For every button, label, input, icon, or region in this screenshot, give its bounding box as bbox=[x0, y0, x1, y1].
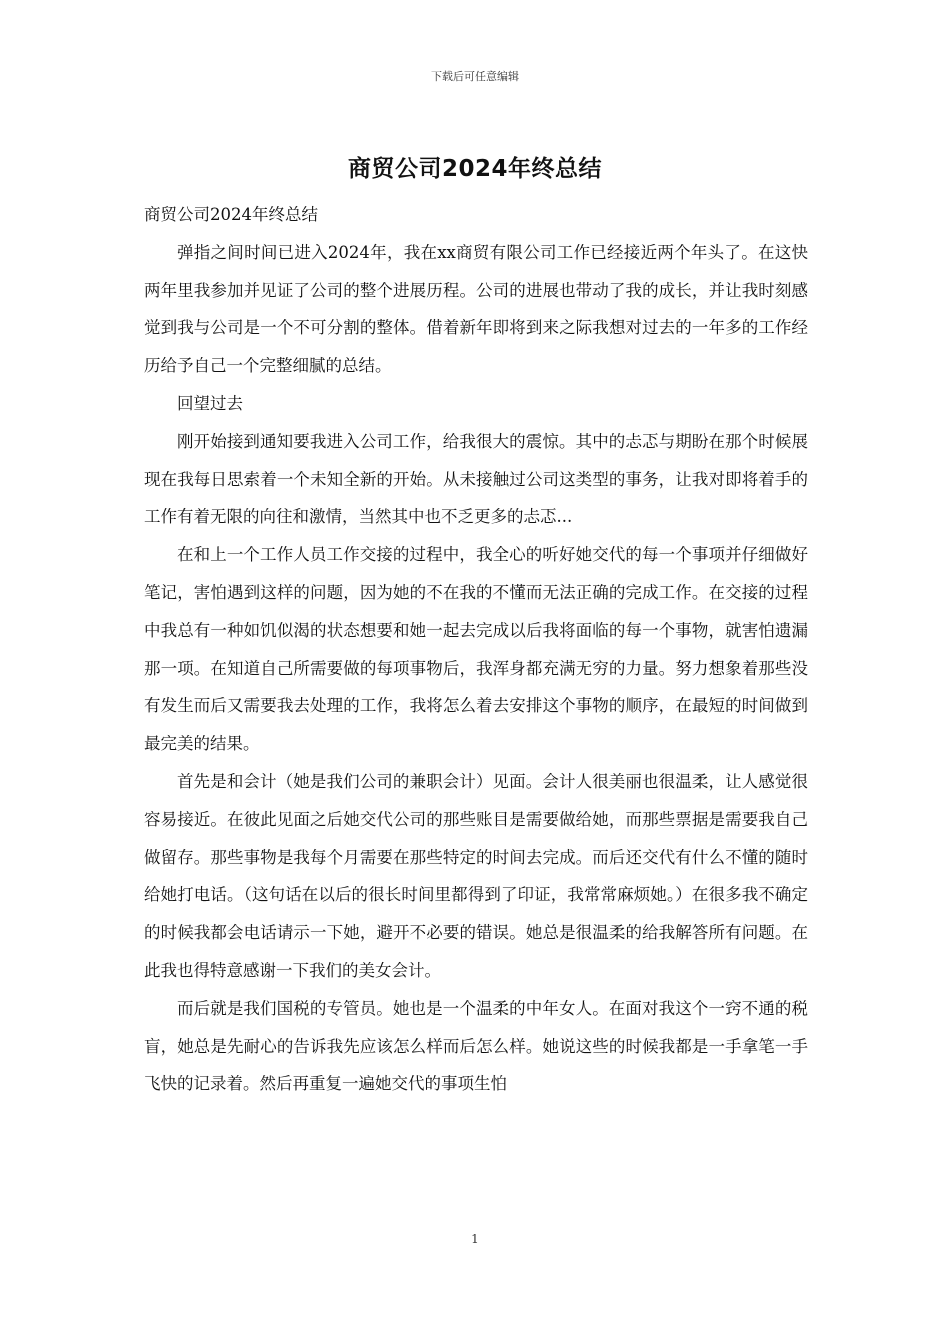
document-subtitle: 商贸公司2024年终总结 bbox=[144, 205, 318, 224]
document-body bbox=[144, 196, 808, 1103]
paragraph-beginning: 刚开始接到通知要我进入公司工作，给我很大的震惊。其中的忐忑与期盼在那个时候展现在我每日思索着一个未知全新的开始。从未接触过公司这类型的事务，让我对即将着手的工作有着无限的向往和激情，当然其中也不乏更多的忐忑... bbox=[144, 431, 808, 527]
page-header-note: 下载后可任意编辑 bbox=[431, 70, 519, 83]
document-title: 商贸公司2024年终总结 bbox=[347, 156, 602, 182]
section-heading-review: 回望过去 bbox=[177, 393, 243, 413]
paragraph-intro: 弹指之间时间已进入2024年，我在xx商贸有限公司工作已经接近两个年头了。在这快两年里我参加并见证了公司的整个进展历程。公司的进展也带动了我的成长，并让我时刻感觉到我与公司是一个不可分割的整体。借着新年即将到来之际我想对过去的一年多的工作经历给予自己一个完整细腻的总结。 bbox=[144, 242, 808, 376]
paragraph-handover: 在和上一个工作人员工作交接的过程中，我全心的听好她交代的每一个事项并仔细做好笔记，害怕遇到这样的问题，因为她的不在我的不懂而无法正确的完成工作。在交接的过程中我总有一种如饥似渴的状态想要和她一起去完成以后我将面临的每一个事物，就害怕遗漏那一项。在知道自己所需要做的每项事物后，我浑身都充满无穷的力量。努力想象着那些没有发生而后又需要我去处理的工作，我将怎么着去安排这个事物的顺序，在最短的时间做到最完美的结果。 bbox=[144, 545, 808, 754]
paragraph-tax-officer: 而后就是我们国税的专管员。她也是一个温柔的中年女人。在面对我这个一窍不通的税盲，她总是先耐心的告诉我先应该怎么样而后怎么样。她说这些的时候我都是一手拿笔一手飞快的记录着。然后再重复一遍她交代的事项生怕 bbox=[144, 998, 808, 1094]
paragraph-accountant: 首先是和会计（她是我们公司的兼职会计）见面。会计人很美丽也很温柔，让人感觉很容易接近。在彼此见面之后她交代公司的那些账目是需要做给她，而那些票据是需要我自己做留存。那些事物是我每个月需要在那些特定的时间去完成。而后还交代有什么不懂的随时给她打电话。（这句话在以后的很长时间里都得到了印证，我常常麻烦她。）在很多我不确定的时候我都会电话请示一下她，避开不必要的错误。她总是很温柔的给我解答所有问题。在此我也得特意感谢一下我们的美女会计。 bbox=[144, 771, 808, 980]
page-number: 1 bbox=[471, 1232, 479, 1246]
